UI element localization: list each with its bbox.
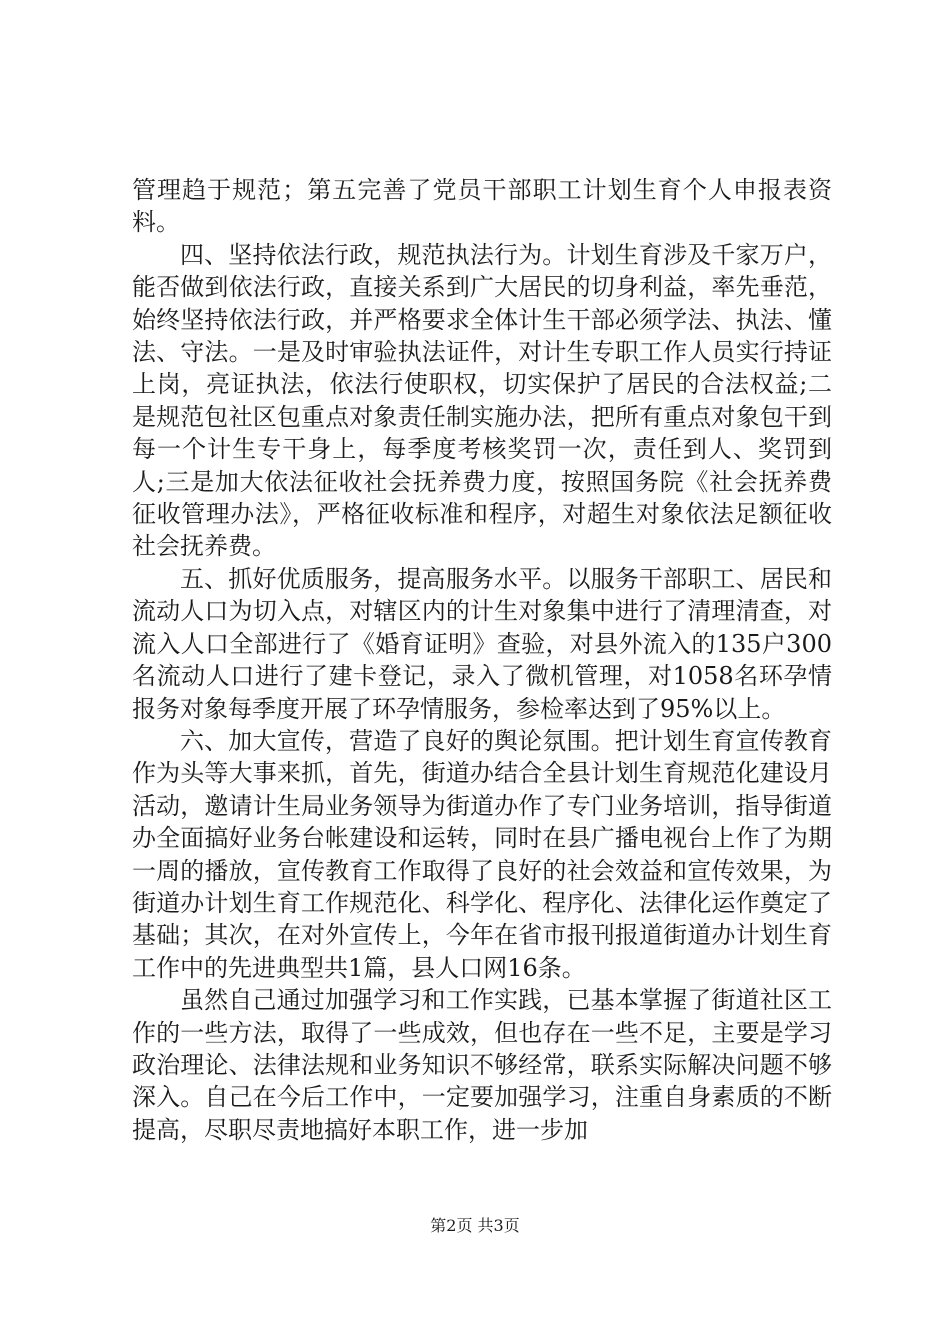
document-body (132, 174, 832, 1146)
paragraph-2: 四、坚持依法行政，规范执法行为。计划生育涉及千家万户，能否做到依法行政，直接关系到广大居民的切身利益，率先垂范，始终坚持依法行政，并严格要求全体计生干部必须学法、执法、懂法、守法。一是及时审验执法证件，对计生专职工作人员实行持证上岗，亮证执法，依法行使职权，切实保护了居民的合法权益;二是规范包社区包重点对象责任制实施办法，把所有重点对象包干到每一个计生专干身上，每季度考核奖罚一次，责任到人、奖罚到人;三是加大依法征收社会抚养费力度，按照国务院《社会抚养费征收管理办法》，严格征收标准和程序，对超生对象依法足额征收社会抚养费。 (132, 240, 832, 561)
paragraph-1: 管理趋于规范；第五完善了党员干部职工计划生育个人申报表资料。 (132, 176, 832, 237)
paragraph-5: 虽然自己通过加强学习和工作实践，已基本掌握了街道社区工作的一些方法，取得了一些成效，但也存在一些不足，主要是学习政治理论、法律法规和业务知识不够经常，联系实际解决问题不够深入。自己在今后工作中，一定要加强学习，注重自身素质的不断提高，尽职尽责地搞好本职工作，进一步加 (132, 986, 832, 1144)
paragraph-4: 六、加大宣传，营造了良好的舆论氛围。把计划生育宣传教育作为头等大事来抓，首先，街道办结合全县计划生育规范化建设月活动，邀请计生局业务领导为街道办作了专门业务培训，指导街道办全面搞好业务台帐建设和运转，同时在县广播电视台上作了为期一周的播放，宣传教育工作取得了良好的社会效益和宣传效果，为街道办计划生育工作规范化、科学化、程序化、法律化运作奠定了基础；其次，在对外宣传上，今年在省市报刊报道街道办计划生育工作中的先进典型共1篇，县人口网16条。 (132, 726, 832, 982)
page-footer: 第2页 共3页 (430, 1216, 520, 1235)
paragraph-3: 五、抓好优质服务，提高服务水平。以服务干部职工、居民和流动人口为切入点，对辖区内的计生对象集中进行了清理清查，对流入人口全部进行了《婚育证明》查验，对县外流入的135户300名流动人口进行了建卡登记，录入了微机管理，对1058名环孕情报务对象每季度开展了环孕情服务，参检率达到了95%以上。 (132, 564, 832, 723)
